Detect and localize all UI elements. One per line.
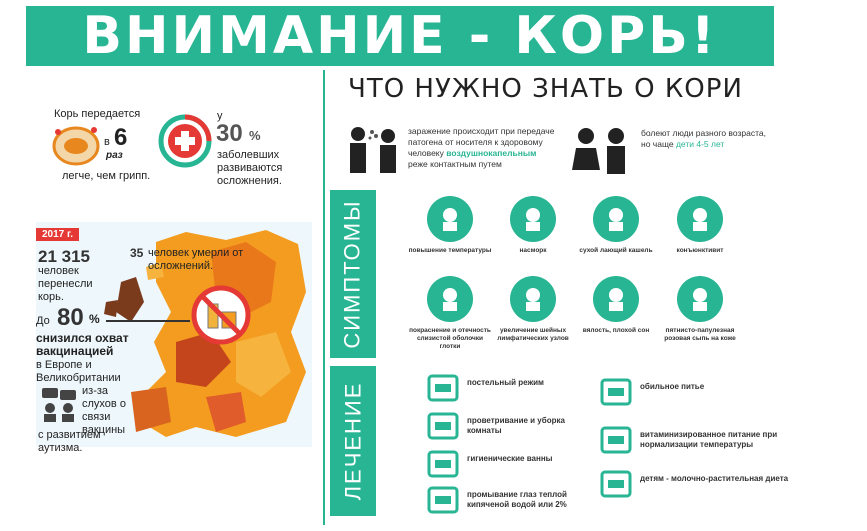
infection-text bbox=[408, 126, 558, 170]
vacc-bold: снизился охват вакцинацией bbox=[36, 331, 129, 358]
symptom-caption: пятнисто-папулезная розовая сыпь на коже bbox=[664, 327, 736, 342]
age-highlight: дети 4-5 лет bbox=[675, 139, 725, 149]
compl-text: заболевших развиваются осложнения. bbox=[217, 149, 283, 187]
spread-unit: раз bbox=[106, 150, 123, 161]
title-banner bbox=[26, 6, 774, 66]
deaths-text: человек умерли от осложнений. bbox=[148, 247, 244, 272]
vacc-text: в Европе и Великобритании bbox=[36, 359, 121, 384]
medical-cross-icon bbox=[158, 114, 212, 168]
symptoms-label: СИМПТОМЫ bbox=[340, 199, 366, 349]
symptoms-sidebar bbox=[330, 190, 376, 358]
treatment-text: витаминизированное питание при нормализации температуры bbox=[640, 430, 778, 449]
lymph-nodes-icon bbox=[510, 276, 556, 322]
symptom-caption: насморк bbox=[519, 247, 547, 254]
treatment-text: промывание глаз теплой кипяченой водой или 2% bbox=[467, 490, 567, 509]
rumor-text: из-за слухов о связи вакцины bbox=[82, 385, 126, 436]
treatment-sidebar bbox=[330, 366, 376, 516]
vacc-prefix: До bbox=[36, 315, 50, 327]
spread-times: 6 bbox=[114, 124, 128, 151]
bath-icon bbox=[425, 448, 461, 480]
symptom-caption: конъюнктивит bbox=[676, 247, 724, 254]
symptom-caption: увеличение шейных лимфатических узлов bbox=[497, 327, 569, 342]
know-heading: ЧТО НУЖНО ЗНАТЬ О КОРИ bbox=[348, 74, 743, 104]
compl-pct: % bbox=[249, 128, 261, 143]
bed-icon bbox=[425, 372, 461, 404]
infect-highlight: воздушнокапельным bbox=[446, 148, 537, 158]
spread-suffix: легче, чем грипп. bbox=[62, 170, 151, 182]
infect-line2: реже контактным путем bbox=[408, 159, 502, 169]
page-title: ВНИМАНИЕ - КОРЬ! bbox=[82, 6, 718, 66]
symptom-caption: повышение температуры bbox=[408, 247, 492, 254]
vacc-value: 80 bbox=[57, 304, 84, 331]
age-text bbox=[641, 128, 771, 150]
symptom-caption: покраснение и отечность слизистой оболочки глотки bbox=[409, 327, 491, 350]
year-badge: 2017 г. bbox=[36, 228, 79, 241]
compl-value: 30 bbox=[216, 120, 243, 147]
spread-in: в bbox=[104, 136, 110, 148]
no-vaccine-icon bbox=[190, 284, 252, 346]
eye-wash-icon bbox=[425, 484, 461, 516]
treatment-text: постельный режим bbox=[467, 378, 544, 387]
spread-prefix: Корь передается bbox=[54, 108, 141, 120]
treatment-text: детям - молочно-растительная диета bbox=[640, 474, 789, 483]
throat-icon bbox=[427, 276, 473, 322]
treatment-text: проветривание и уборка комнаты bbox=[467, 416, 565, 435]
autism-text: с развитием аутизма. bbox=[38, 429, 101, 454]
infect-line1: заражение происходит при передаче патогена от носителя к здоровому человеку bbox=[408, 126, 555, 158]
infection-people-icon bbox=[346, 124, 404, 176]
weakness-icon bbox=[593, 276, 639, 322]
symptom-caption: сухой лающий кашель bbox=[579, 247, 653, 254]
age-line1: болеют люди разного возраста, но чаще bbox=[641, 128, 766, 149]
jar-icon bbox=[598, 468, 634, 500]
treatment-label: ЛЕЧЕНИЕ bbox=[340, 381, 366, 501]
children-icon bbox=[572, 126, 632, 176]
window-icon bbox=[425, 410, 461, 442]
cough-icon bbox=[593, 196, 639, 242]
apple-icon bbox=[598, 424, 634, 456]
speech-people-icon bbox=[40, 386, 78, 422]
bottle-icon bbox=[598, 376, 634, 408]
compl-prefix: у bbox=[217, 110, 223, 122]
thermometer-icon bbox=[427, 196, 473, 242]
rash-icon bbox=[677, 276, 723, 322]
virus-mouth-icon bbox=[50, 122, 102, 166]
eye-icon bbox=[677, 196, 723, 242]
treatment-text: обильное питье bbox=[640, 382, 705, 391]
pointer-line bbox=[106, 320, 190, 322]
sick-text: человек перенесли корь. bbox=[38, 265, 93, 303]
sick-count: 21 315 bbox=[38, 247, 90, 266]
vacc-pct: % bbox=[89, 312, 100, 326]
treatment-text: гигиенические ванны bbox=[467, 454, 553, 463]
runny-nose-icon bbox=[510, 196, 556, 242]
symptom-caption: вялость, плохой сон bbox=[582, 327, 650, 334]
deaths-count: 35 bbox=[130, 246, 144, 260]
divider bbox=[323, 70, 325, 525]
